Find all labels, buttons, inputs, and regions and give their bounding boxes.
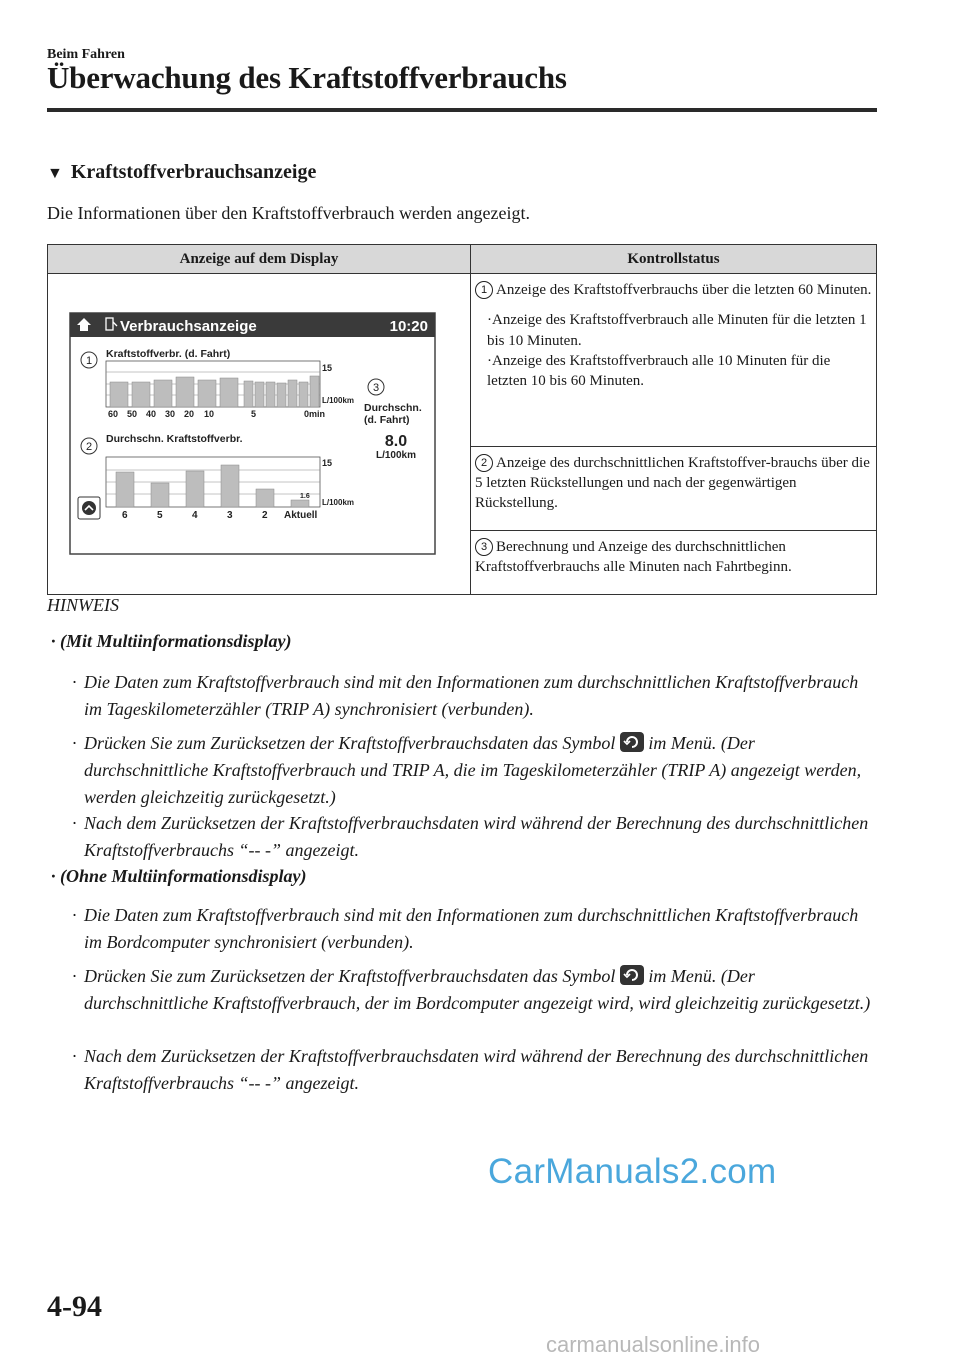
note-g1-item-1-text: Die Daten zum Kraftstoffverbrauch sind mit den Informationen zum durchschnittlichen Kraftstoffverbrauch im Tageskilometerzähler (TRIP A) synchronisiert (verbunden). — [83, 672, 859, 719]
graph2-bar — [256, 489, 274, 507]
right-label1: Durchschn. — [364, 402, 422, 414]
graph1-bar — [220, 378, 238, 407]
note-g1-item-3-text: Nach dem Zurücksetzen der Kraftstoffverbrauchsdaten wird während der Berechnung des durchschnittlichen Kraftstoffverbrauchs “-- -” angezeigt. — [83, 813, 869, 860]
title-rule — [47, 108, 877, 112]
graph1 — [106, 361, 320, 407]
display-cell — [48, 274, 471, 595]
note-g2-item-3-text: Nach dem Zurücksetzen der Kraftstoffverbrauchsdaten wird während der Berechnung des durchschnittlichen Kraftstoffverbrauchs “-- -” angezeigt. — [83, 1046, 869, 1093]
section-label: Beim Fahren — [47, 47, 125, 62]
status-row-1 — [471, 274, 877, 447]
graph1-bar — [154, 380, 172, 407]
graph1-tick-label: 0min — [304, 409, 326, 419]
graph2-tick-label: 5 — [157, 510, 163, 521]
note-g1-item-2: · Drücken Sie zum Zurücksetzen der Kraftstoffverbrauchsdaten das Symbol im Menü. (Der durchschnittliche Kraftstoffverbrauch und TRIP A, die im Tageskilometerzähler (TRIP A) angezeigt werden, werden gleichzeitig zurückgesetzt.) — [72, 733, 862, 807]
graph1-tick-label: 30 — [165, 409, 176, 419]
note-g2-item-2-text-a: Drücken Sie zum Zurücksetzen der Kraftstoffverbrauchsdaten das Symbol — [83, 966, 616, 986]
circled-number-2: 2 — [475, 454, 493, 472]
graph2-value-label: 1.6 — [300, 493, 310, 500]
graph1-bar — [310, 376, 319, 407]
graph1-tick-label: 10 — [204, 409, 215, 419]
display-table — [47, 244, 877, 595]
page-title: Überwachung des Kraftstoffverbrauchs — [47, 60, 567, 95]
graph1-label: Kraftstoffverbr. (d. Fahrt) — [106, 348, 231, 360]
graph1-tick-label: 50 — [127, 409, 138, 419]
graph2-label: Durchschn. Kraftstoffverbr. — [106, 433, 243, 445]
right-label2: (d. Fahrt) — [364, 414, 410, 426]
graph1-bar — [266, 382, 275, 407]
graph1-bar — [198, 380, 216, 407]
status-row-1-bullet-2: ·Anzeige des Kraftstoffverbrauch alle 10 Minuten für die letzten 10 bis 60 Minuten. — [487, 352, 831, 389]
status-row-3 — [471, 531, 877, 595]
note-g1-item-3: · Nach dem Zurücksetzen der Kraftstoffverbrauchsdaten wird während der Berechnung des durchschnittlichen Kraftstoffverbrauchs “-- -” angezeigt. — [72, 810, 872, 864]
graph1-bar — [299, 382, 308, 407]
status-row-2 — [471, 446, 877, 531]
col-header-status: Kontrollstatus — [471, 245, 877, 274]
marker-2-label: 2 — [85, 441, 93, 453]
graph1-bar — [244, 381, 253, 407]
graph1-tick-label: 40 — [146, 409, 157, 419]
subsection-heading — [47, 161, 316, 184]
reset-symbol-icon — [620, 732, 644, 752]
graph2-tick-label: 2 — [262, 510, 268, 521]
screen-title: Verbrauchsanzeige — [120, 318, 257, 335]
graph2-tick-label: 4 — [192, 510, 198, 521]
graph2-tick-label: Aktuell — [284, 510, 318, 521]
graph2-bar — [221, 465, 239, 507]
marker-3-label: 3 — [372, 382, 380, 394]
screen-time: 10:20 — [389, 318, 428, 335]
graph2-tick-label: 6 — [122, 510, 128, 521]
graph2-unit: L/100km — [322, 498, 355, 507]
note-group-2-title: (Ohne Multiinformationsdisplay) — [60, 866, 307, 886]
graph1-bar — [176, 377, 194, 407]
status-row-1-bullet-1: ·Anzeige des Kraftstoffverbrauch alle Minuten für die letzten 1 bis 10 Minuten. — [487, 312, 867, 349]
graph2-bar — [116, 472, 134, 507]
note-g2-item-1-text: Die Daten zum Kraftstoffverbrauch sind mit den Informationen zum durchschnittlichen Kraftstoffverbrauch im Bordcomputer synchronisiert (verbunden). — [83, 905, 859, 952]
circled-number-1: 1 — [475, 281, 493, 299]
graph2-bar — [291, 500, 309, 507]
graph1-bar — [277, 383, 286, 407]
status-row-1-text: Anzeige des Kraftstoffverbrauchs über die letzten 60 Minuten. — [496, 282, 872, 298]
right-unit: L/100km — [375, 450, 417, 461]
graph2-max: 15 — [322, 458, 333, 468]
graph1-unit: L/100km — [322, 396, 355, 405]
graph1-tick-label: 60 — [108, 409, 119, 419]
note-g2-item-1: · Die Daten zum Kraftstoffverbrauch sind mit den Informationen zum durchschnittlichen Kraftstoffverbrauch im Bordcomputer synchronisiert (verbunden). — [72, 902, 872, 956]
note-g2-item-2: · Drücken Sie zum Zurücksetzen der Kraftstoffverbrauchsdaten das Symbol im Menü. (Der durchschnittliche Kraftstoffverbrauch, der im Bordcomputer angezeigt wird, wird gleichzeitig zurückgesetzt.) — [72, 966, 871, 1013]
graph1-tick-label: 5 — [251, 409, 257, 419]
graph2-tick-label: 3 — [227, 510, 233, 521]
note-g2-item-2-text-b: im Menü. (Der durchschnittliche Kraftstoffverbrauch, der im Bordcomputer angezeigt wird, wird gleichzeitig zurückgesetzt.) — [83, 966, 871, 1013]
graph1-bar — [288, 380, 297, 407]
subsection-title: Kraftstoffverbrauchsanzeige — [70, 161, 317, 183]
graph2-bar — [186, 471, 204, 507]
note-heading: HINWEIS — [47, 595, 119, 615]
status-row-2-text: Anzeige des durchschnittlichen Kraftstoffver-brauchs über die 5 letzten Rückstellungen und nach der gegenwärtigen Rückstellung. — [475, 454, 870, 512]
graph1-bar — [132, 382, 150, 407]
status-row-3-text: Berechnung und Anzeige des durchschnittlichen Kraftstoffverbrauchs alle Minuten nach Fahrtbeginn. — [475, 539, 792, 576]
watermark-brand[interactable]: CarManuals2.com — [488, 1152, 777, 1191]
footer-site[interactable]: carmanualsonline.info — [546, 1332, 761, 1357]
note-g1-item-2-text-b: im Menü. (Der durchschnittliche Kraftstoffverbrauch und TRIP A, die im Tageskilometerzähler (TRIP A) angezeigt werden, werden gleichzeitig zurückgesetzt.) — [83, 733, 862, 807]
note-g2-item-3: · Nach dem Zurücksetzen der Kraftstoffverbrauchsdaten wird während der Berechnung des durchschnittlichen Kraftstoffverbrauchs “-- -” angezeigt. — [72, 1043, 872, 1097]
back-button[interactable] — [78, 497, 100, 519]
note-group-2: · (Ohne Multiinformationsdisplay) — [51, 866, 307, 886]
note-g1-item-2-text-a: Drücken Sie zum Zurücksetzen der Kraftstoffverbrauchsdaten das Symbol — [83, 733, 616, 753]
graph1-bar — [110, 382, 128, 407]
graph2 — [106, 457, 320, 507]
page-number: 4-94 — [47, 1290, 102, 1323]
graph1-max: 15 — [322, 363, 333, 373]
right-value: 8.0 — [384, 433, 408, 450]
graph1-bar — [255, 382, 264, 407]
circled-number-3: 3 — [475, 538, 493, 556]
consumption-screen — [48, 274, 459, 594]
col-header-display: Anzeige auf dem Display — [48, 245, 471, 274]
marker-1-label: 1 — [85, 355, 93, 367]
triangle-down-icon: ▼ — [47, 165, 63, 182]
note-group-1: · (Mit Multiinformationsdisplay) — [51, 631, 292, 651]
graph1-tick-label: 20 — [184, 409, 195, 419]
intro-text: Die Informationen über den Kraftstoffverbrauch werden angezeigt. — [47, 203, 530, 223]
reset-symbol-icon — [620, 965, 644, 985]
note-g1-item-1: · Die Daten zum Kraftstoffverbrauch sind mit den Informationen zum durchschnittlichen Kraftstoffverbrauch im Tageskilometerzähler (TRIP A) synchronisiert (verbunden). — [72, 669, 872, 723]
note-group-1-title: (Mit Multiinformationsdisplay) — [60, 631, 292, 651]
graph2-bar — [151, 483, 169, 507]
